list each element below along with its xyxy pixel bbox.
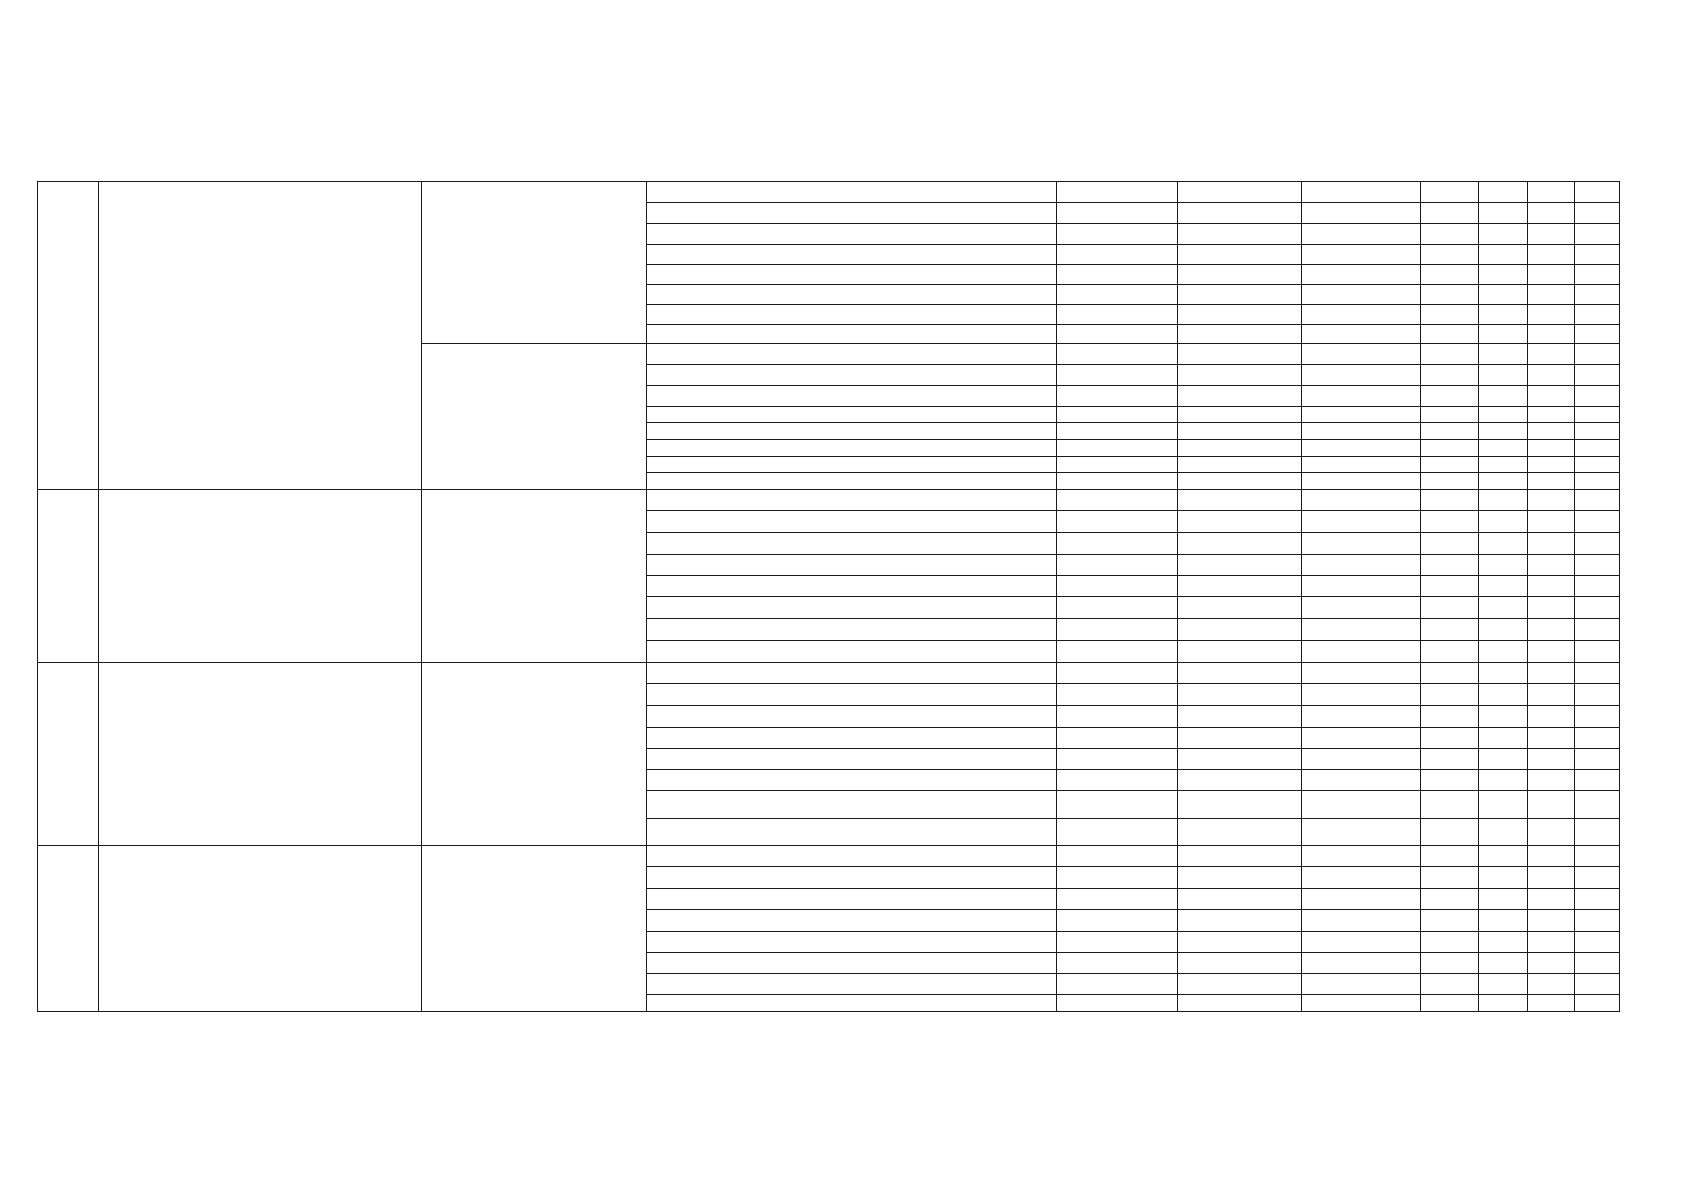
- grid-line: [646, 1011, 1619, 1012]
- grid-line: [421, 343, 646, 344]
- grid-line: [646, 202, 1619, 203]
- grid-line: [646, 640, 1619, 641]
- grid-line: [646, 952, 1619, 953]
- grid-line: [646, 422, 1619, 423]
- grid-line: [37, 845, 646, 846]
- grid-line: [646, 324, 1619, 325]
- grid-line: [646, 818, 1619, 819]
- grid-line: [1527, 181, 1528, 1012]
- grid-line: [646, 489, 1619, 490]
- grid-line: [646, 264, 1619, 265]
- grid-line: [646, 683, 1619, 684]
- grid-line: [37, 489, 646, 490]
- grid-line: [646, 973, 1619, 974]
- grid-line: [646, 304, 1619, 305]
- grid-line: [1478, 181, 1479, 1012]
- grid-line: [646, 554, 1619, 555]
- grid-line: [646, 866, 1619, 867]
- grid-line: [646, 456, 1619, 457]
- grid-line: [646, 748, 1619, 749]
- grid-line: [646, 532, 1619, 533]
- grid-line: [1177, 181, 1178, 1012]
- budget-table: [37, 181, 1619, 1013]
- grid-line: [1301, 181, 1302, 1012]
- grid-line: [421, 181, 422, 1012]
- grid-line: [646, 845, 1619, 846]
- grid-line: [646, 406, 1619, 407]
- grid-line: [646, 472, 1619, 473]
- grid-line: [646, 181, 647, 1012]
- grid-line: [646, 364, 1619, 365]
- grid-line: [646, 439, 1619, 440]
- grid-line: [646, 888, 1619, 889]
- grid-line: [646, 790, 1619, 791]
- grid-line: [646, 244, 1619, 245]
- grid-line: [1619, 181, 1620, 1012]
- grid-line: [646, 705, 1619, 706]
- grid-line: [646, 618, 1619, 619]
- grid-line: [646, 662, 1619, 663]
- grid-line: [646, 909, 1619, 910]
- grid-line: [37, 1011, 646, 1012]
- grid-line: [646, 343, 1619, 344]
- grid-line: [646, 769, 1619, 770]
- grid-line: [646, 284, 1619, 285]
- grid-line: [646, 994, 1619, 995]
- grid-line: [1420, 181, 1421, 1012]
- grid-line: [1574, 181, 1575, 1012]
- grid-line: [646, 575, 1619, 576]
- grid-line: [646, 223, 1619, 224]
- grid-line: [646, 931, 1619, 932]
- grid-line: [646, 596, 1619, 597]
- grid-line: [37, 181, 38, 1012]
- grid-line: [1056, 181, 1057, 1012]
- grid-line: [37, 181, 1619, 182]
- grid-line: [37, 662, 646, 663]
- grid-line: [646, 727, 1619, 728]
- grid-line: [646, 385, 1619, 386]
- grid-line: [646, 510, 1619, 511]
- grid-line: [98, 181, 99, 1012]
